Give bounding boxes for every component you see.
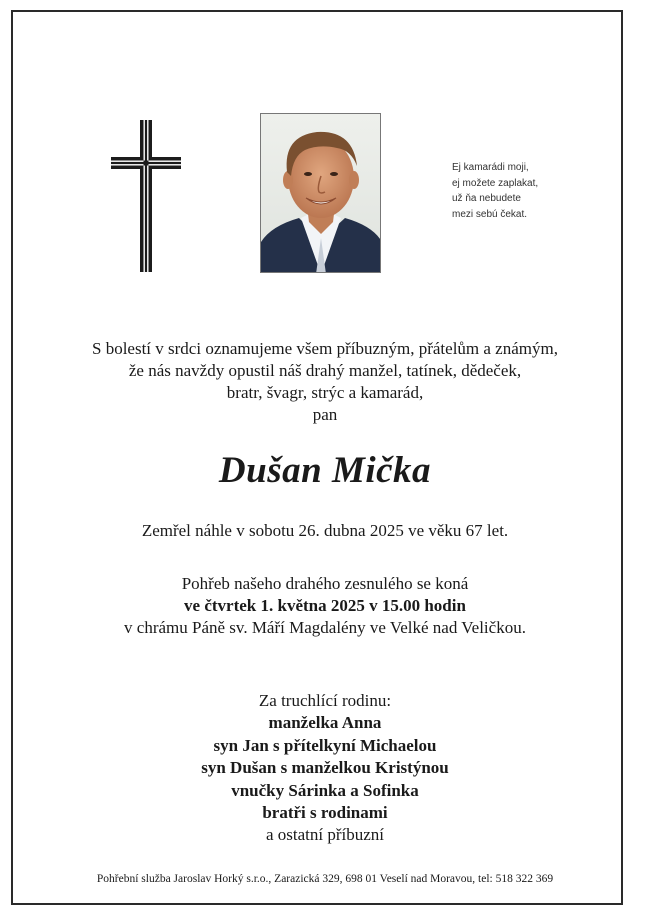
death-notice: Zemřel náhle v sobotu 26. dubna 2025 ve věku 67 let. [141, 521, 509, 540]
family-header: Za truchlící rodinu: [258, 691, 392, 710]
poem-line: Ej kamarádi moji, [452, 162, 529, 173]
poem-line: mezi sebú čekat. [452, 208, 528, 220]
funeral-service-footer: Pohřební služba Jaroslav Horký s.r.o., Zarazická 329, 698 01 Veselí nad Moravou, tel: 518 322 369 [96, 873, 554, 885]
family-member: vnučky Sárinka a Sofinka [231, 780, 419, 800]
intro-line: S bolestí v srdci oznamujeme všem příbuzným, přátelům a známým, [92, 339, 558, 358]
family-member: manželka Anna [268, 713, 382, 733]
announcement-intro [0, 338, 650, 426]
cross-icon [111, 120, 181, 272]
family-closing: a ostatní příbuzní [265, 825, 385, 845]
family-member: syn Dušan s manželkou Kristýnou [201, 758, 449, 778]
intro-line: pan [312, 405, 338, 424]
intro-line: bratr, švagr, strýc a kamarád, [226, 383, 424, 402]
family-member: syn Jan s přítelkyní Michaelou [213, 735, 437, 755]
funeral-line: Pohřeb našeho drahého zesnulého se koná [181, 574, 469, 593]
poem-line: ej možete zaplakat, [452, 177, 539, 189]
funeral-datetime: ve čtvrtek 1. května 2025 v 15.00 hodin [184, 596, 466, 615]
funeral-place: v chrámu Páně sv. Máří Magdalény ve Velké nad Veličkou. [124, 618, 526, 637]
intro-line: že nás navždy opustil náš drahý manžel, tatínek, dědeček, [128, 361, 522, 380]
portrait-photo [260, 113, 381, 273]
deceased-name: Dušan Mička [218, 450, 432, 491]
poem [452, 160, 572, 222]
family-member: bratři s rodinami [262, 803, 388, 823]
mourning-family [0, 690, 650, 847]
poem-line: už ňa nebudete [452, 193, 521, 204]
funeral-info [0, 573, 650, 639]
